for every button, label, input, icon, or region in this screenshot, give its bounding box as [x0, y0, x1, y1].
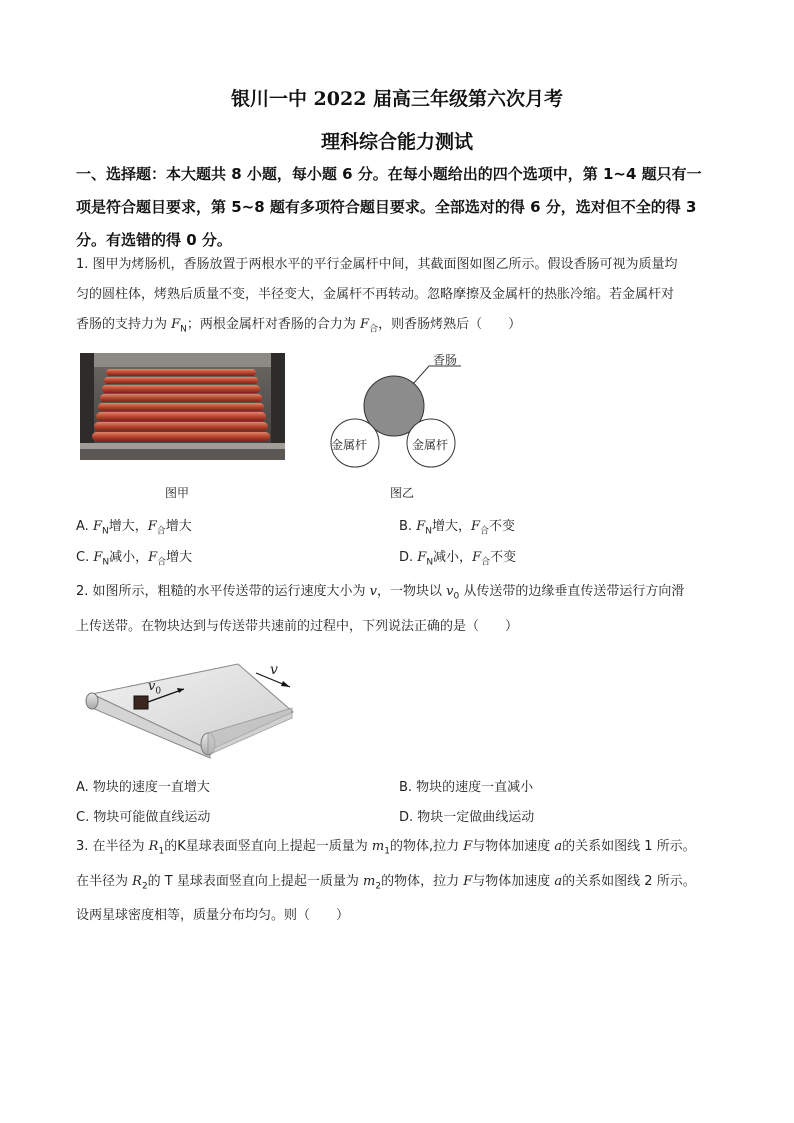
q2-option-a[interactable]: A. 物块的速度一直增大 — [76, 780, 210, 795]
q1-option-d[interactable]: D. $F_N$减小，$F_合$不变 — [399, 550, 517, 568]
section-heading — [76, 158, 736, 257]
section-heading-line: 项是符合题目要求，第 5~8 题有多项符合题目要求。全部选对的得 6 分，选对但不全的得 3 — [76, 198, 697, 216]
figure-a-caption: 图甲 — [165, 486, 190, 500]
question-2-text — [76, 577, 736, 642]
question-3-text — [76, 832, 736, 931]
q1-option-c[interactable]: C. $F_N$减小，$F_合$增大 — [76, 550, 193, 568]
q2-line: 上传送带。在物块达到与传送带共速前的过程中，下列说法正确的是（ ） — [76, 618, 519, 634]
q1-option-a[interactable]: A. $F_N$增大，$F_合$增大 — [76, 519, 192, 537]
q2-option-d[interactable]: D. 物块一定做曲线运动 — [399, 810, 535, 825]
page-subtitle: 理科综合能力测试 — [320, 131, 473, 153]
question-1-text — [76, 250, 736, 345]
q3-line: 设两星球密度相等，质量分布均匀。则（ ） — [76, 908, 350, 924]
q1-line: 匀的圆柱体，烤熟后质量不变，半径变大，金属杆不再转动。忽略摩擦及金属杆的热胀冷缩。若金属杆对 — [76, 287, 675, 302]
q2-option-b[interactable]: B. 物块的速度一直减小 — [399, 780, 534, 795]
q3-line: 在半径为 $R_2$的 T 星球表面竖直向上提起一质量为 $m_2$的物体，拉力 F与物体加速度 a的关系如图线 2 所示。 — [76, 873, 696, 892]
v-label: v — [270, 662, 278, 678]
block-square — [134, 696, 148, 709]
sausage-leader-line — [413, 366, 429, 384]
figure-b-caption: 图乙 — [390, 486, 415, 500]
v0-label: $v_0$ — [148, 679, 162, 697]
sausage-grill-photo — [80, 353, 285, 460]
right-rod-label: 金属杆 — [412, 438, 449, 452]
q2-option-c[interactable]: C. 物块可能做直线运动 — [76, 810, 211, 825]
q3-line: 3. 在半径为 $R_1$的K星球表面竖直向上提起一质量为 $m_1$的物体,拉力 F与物体加速度 a的关系如图线 1 所示。 — [76, 839, 696, 857]
section-heading-line: 一、选择题：本大题共 8 小题，每小题 6 分。在每小题给出的四个选项中，第 1~4 题只有一 — [76, 165, 702, 183]
section-heading-line: 分。有选错的得 0 分。 — [76, 231, 232, 249]
sausage-label: 香肠 — [433, 353, 458, 367]
q1-line: 香肠的支持力为 $F_N$；两根金属杆对香肠的合力为 $F_合$，则香肠烤熟后（ ） — [76, 317, 522, 335]
left-rod-label: 金属杆 — [331, 438, 368, 452]
q1-option-b[interactable]: B. $F_N$增大，$F_合$不变 — [399, 519, 516, 537]
q2-line: 2. 如图所示，粗糙的水平传送带的运行速度大小为 v，一物块以 $v_0$ 从传送带的边缘垂直传送带运行方向滑 — [76, 584, 685, 602]
q1-line: 1. 图甲为烤肠机，香肠放置于两根水平的平行金属杆中间，其截面图如图乙所示。假设香肠可视为质量均 — [76, 257, 678, 272]
page-title: 银川一中 2022 届高三年级第六次月考 — [230, 88, 564, 110]
